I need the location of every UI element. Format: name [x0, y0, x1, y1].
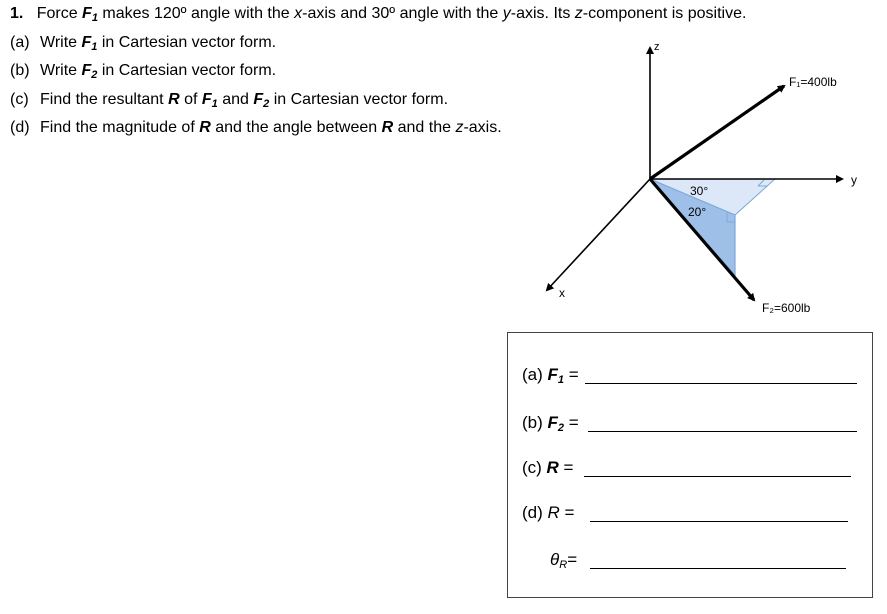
answer-row-c	[522, 458, 573, 478]
angle-20-label: 20°	[688, 205, 707, 219]
answer-row-theta	[550, 550, 577, 571]
angle-30-label: 30°	[690, 184, 709, 198]
part-a-tag: (a)	[10, 33, 30, 51]
y-axis-label: y	[851, 173, 857, 187]
answer-label-a: (a) $F_1$ =	[522, 365, 579, 386]
answer-blank-b[interactable]	[588, 431, 857, 432]
answer-blank-d[interactable]	[590, 521, 848, 522]
part-c-text: Find the resultant R of $F_1$ and $F_2$ in Cartesian vector form.	[40, 90, 449, 110]
part-d-tag: (d)	[10, 119, 30, 136]
part-c-tag: (c)	[10, 90, 29, 108]
answer-label-b: (b) $F_2$ =	[522, 413, 579, 434]
force-f1-vector	[650, 86, 784, 179]
problem-text: Force $F_1$ makes 120º angle with the x-axis and 30º angle with the y-axis. Its z-component is positive.	[27, 5, 747, 24]
part-b-text: Write $F_2$ in Cartesian vector form.	[40, 62, 277, 81]
z-axis-label: z	[654, 41, 660, 53]
answer-row-b	[522, 413, 579, 434]
answer-label-d: (d) R =	[522, 503, 575, 522]
answer-label-c: (c) R =	[522, 458, 574, 477]
x-axis-label: x	[559, 286, 565, 300]
answer-row-a	[522, 365, 579, 386]
answer-blank-theta[interactable]	[590, 568, 846, 569]
answer-box	[507, 332, 873, 598]
x-axis	[547, 179, 650, 290]
answer-blank-a[interactable]	[585, 383, 857, 384]
answer-label-theta: $\theta_R=$	[550, 550, 578, 571]
answer-blank-c[interactable]	[584, 476, 851, 477]
f1-label: F₁=400lb	[789, 75, 837, 89]
part-d-text: Find the magnitude of R and the angle between R and the z-axis.	[40, 119, 502, 136]
f2-label: F₂=600lb	[762, 301, 811, 315]
answer-row-d	[522, 503, 574, 523]
problem-number: 1.	[10, 5, 24, 22]
part-a-text: Write $F_1$ in Cartesian vector form.	[40, 33, 277, 53]
part-b-tag: (b)	[10, 62, 30, 79]
